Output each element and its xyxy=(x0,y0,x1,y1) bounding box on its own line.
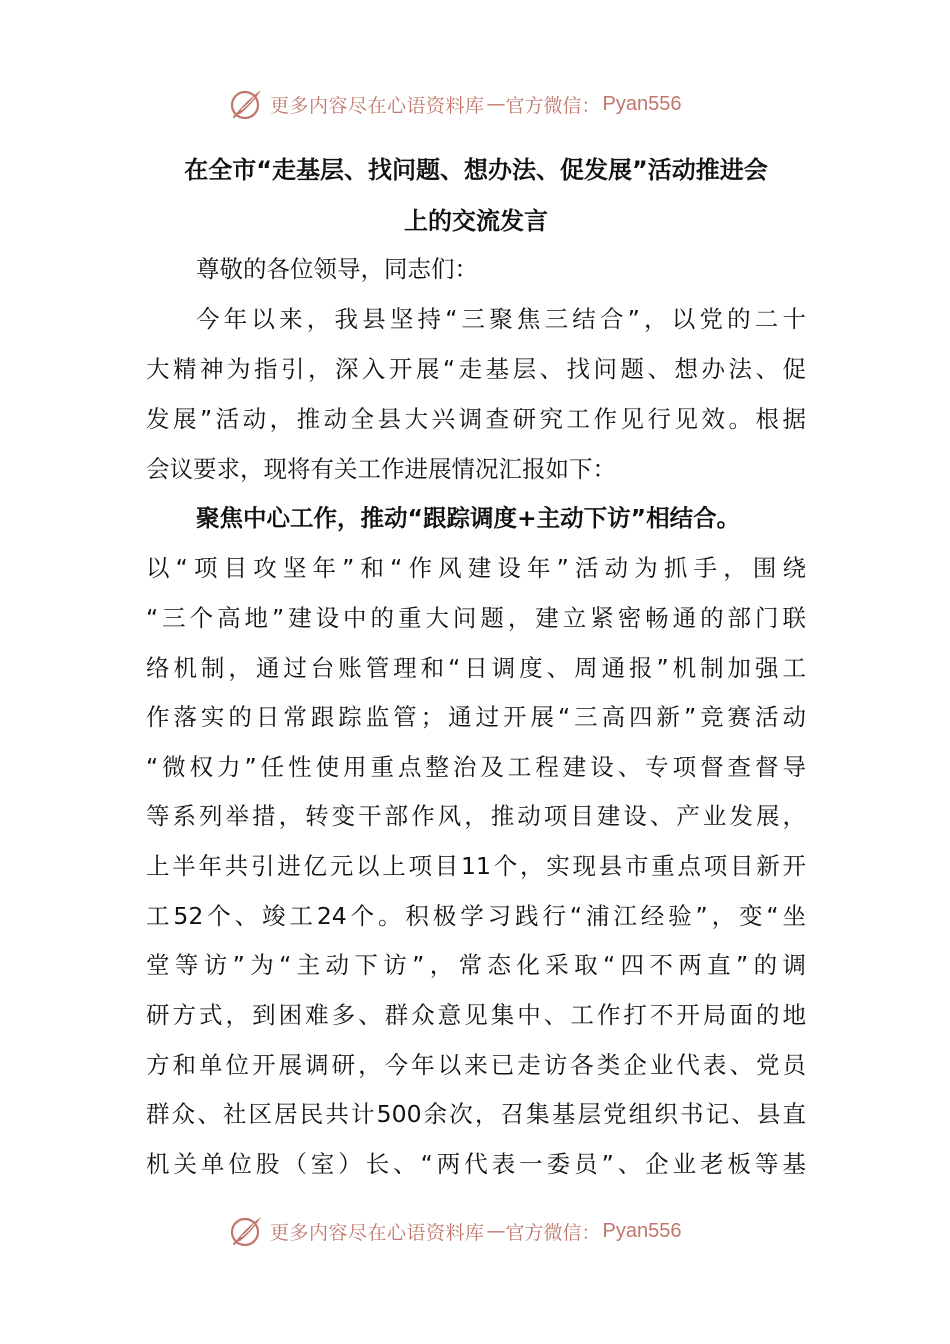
watermark-contact-id: Pyan556 xyxy=(602,1219,682,1242)
salutation-line: 尊敬的各位领导，同志们： xyxy=(196,255,478,283)
section-heading: 聚焦中心工作，推动“跟踪调度+主动下访”相结合。 xyxy=(196,504,741,532)
body-line: “三个高地”建设中的重大问题，建立紧密畅通的部门联 xyxy=(146,604,806,632)
body-line: 方和单位开展调研，今年以来已走访各类企业代表、党员 xyxy=(146,1051,806,1079)
watermark-contact-label: 官方微信： xyxy=(505,1221,601,1244)
body-line: 今年以来，我县坚持“三聚焦三结合”，以党的二十 xyxy=(196,305,806,333)
watermark-site-text: 更多内容尽在心语资料库 xyxy=(270,1221,485,1244)
watermark-separator: — xyxy=(486,93,504,115)
body-line: 发展”活动，推动全县大兴调查研究工作见行见效。根据 xyxy=(146,405,806,433)
body-line: 等系列举措，转变干部作风，推动项目建设、产业发展， xyxy=(146,802,806,830)
body-line: 大精神为指引，深入开展“走基层、找问题、想办法、促 xyxy=(146,355,806,383)
watermark-contact-label: 官方微信： xyxy=(505,94,601,117)
quill-pen-logo-icon xyxy=(228,86,264,122)
footer-watermark xyxy=(228,1211,682,1251)
body-line: “微权力”任性使用重点整治及工程建设、专项督查督导 xyxy=(146,753,806,781)
body-line: 堂等访”为“主动下访”，常态化采取“四不两直”的调 xyxy=(146,951,806,979)
body-line: 研方式，到困难多、群众意见集中、工作打不开局面的地 xyxy=(146,1001,806,1029)
body-line: 工52个、竣工24个。积极学习践行“浦江经验”，变“坐 xyxy=(146,902,806,930)
header-watermark xyxy=(228,84,682,124)
body-line: 机关单位股（室）长、“两代表一委员”、企业老板等基 xyxy=(146,1150,806,1178)
body-line: 群众、社区居民共计500余次，召集基层党组织书记、县直 xyxy=(146,1100,806,1128)
watermark-separator: — xyxy=(486,1220,504,1242)
watermark-site-text: 更多内容尽在心语资料库 xyxy=(270,94,485,117)
body-line: 以“项目攻坚年”和“作风建设年”活动为抓手，围绕 xyxy=(146,554,806,582)
body-line: 会议要求，现将有关工作进展情况汇报如下： xyxy=(146,455,616,483)
document-title-line-1: 在全市“走基层、找问题、想办法、促发展”活动推进会 xyxy=(184,156,768,184)
document-title-line-2: 上的交流发言 xyxy=(404,207,548,235)
body-line: 作落实的日常跟踪监管；通过开展“三高四新”竞赛活动 xyxy=(146,703,806,731)
watermark-contact-id: Pyan556 xyxy=(602,92,682,115)
body-line: 上半年共引进亿元以上项目11个，实现县市重点项目新开 xyxy=(146,852,806,880)
body-line: 络机制，通过台账管理和“日调度、周通报”机制加强工 xyxy=(146,654,806,682)
quill-pen-logo-icon xyxy=(228,1213,264,1249)
